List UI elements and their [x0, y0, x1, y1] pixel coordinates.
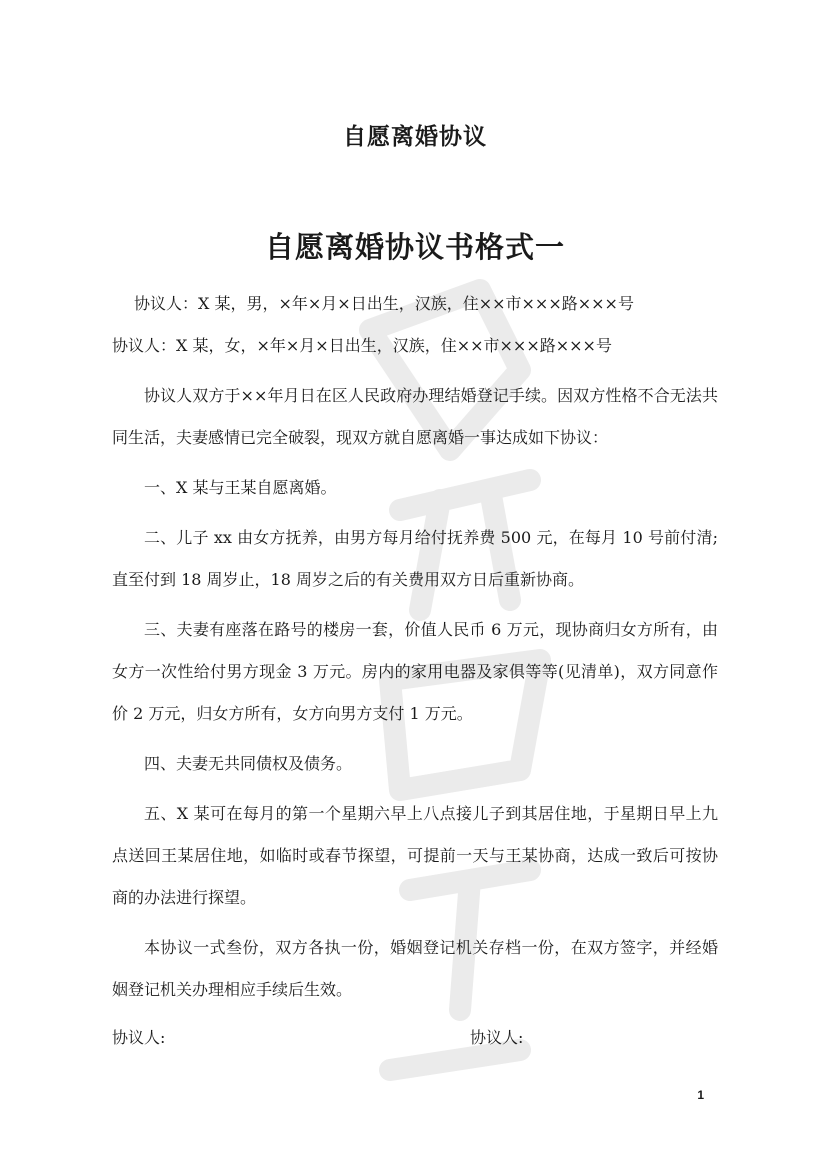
signature-right-label: 协议人:	[470, 1028, 524, 1047]
clause-1: 一、X 某与王某自愿离婚。	[144, 478, 337, 497]
clause-4: 四、夫妻无共同债权及债务。	[144, 754, 353, 773]
agreement-body	[112, 283, 718, 1019]
signature-left-label: 协议人:	[112, 1028, 166, 1047]
clause-3: 三、夫妻有座落在路号的楼房一套，价值人民币 6 万元，现协商归女方所有，由女方一次性给付男方现金 3 万元。房内的家用电器及家俱等等(见清单)，双方同意作价 2 万元，归女方所有，女方向男方支付 1 万元。	[112, 620, 718, 723]
party-2-info: 协议人：X 某，女，×年×月×日出生，汉族，住××市×××路×××号	[112, 336, 612, 355]
page-number: 1	[697, 1088, 704, 1102]
clause-2: 二、儿子 xx 由女方抚养，由男方每月给付抚养费 500 元，在每月 10 号前付清;直至付到 18 周岁止，18 周岁之后的有关费用双方日后重新协商。	[112, 528, 718, 589]
clause-5: 五、X 某可在每月的第一个星期六早上八点接儿子到其居住地，于星期日早上九点送回王某居住地，如临时或春节探望，可提前一天与王某协商，达成一致后可按协商的办法进行探望。	[112, 804, 718, 907]
section-title: 自愿离婚协议书格式一	[264, 230, 565, 264]
document-title: 自愿离婚协议	[343, 123, 487, 150]
party-1-info: 协议人：X 某，男，×年×月×日出生，汉族，住××市×××路×××号	[134, 294, 634, 313]
effectiveness-clause: 本协议一式叁份，双方各执一份，婚姻登记机关存档一份，在双方签字，并经婚姻登记机关办理相应手续后生效。	[112, 938, 718, 999]
agreement-preamble: 协议人双方于××年月日在区人民政府办理结婚登记手续。因双方性格不合无法共同生活，夫妻感情已完全破裂，现双方就自愿离婚一事达成如下协议：	[112, 386, 718, 447]
